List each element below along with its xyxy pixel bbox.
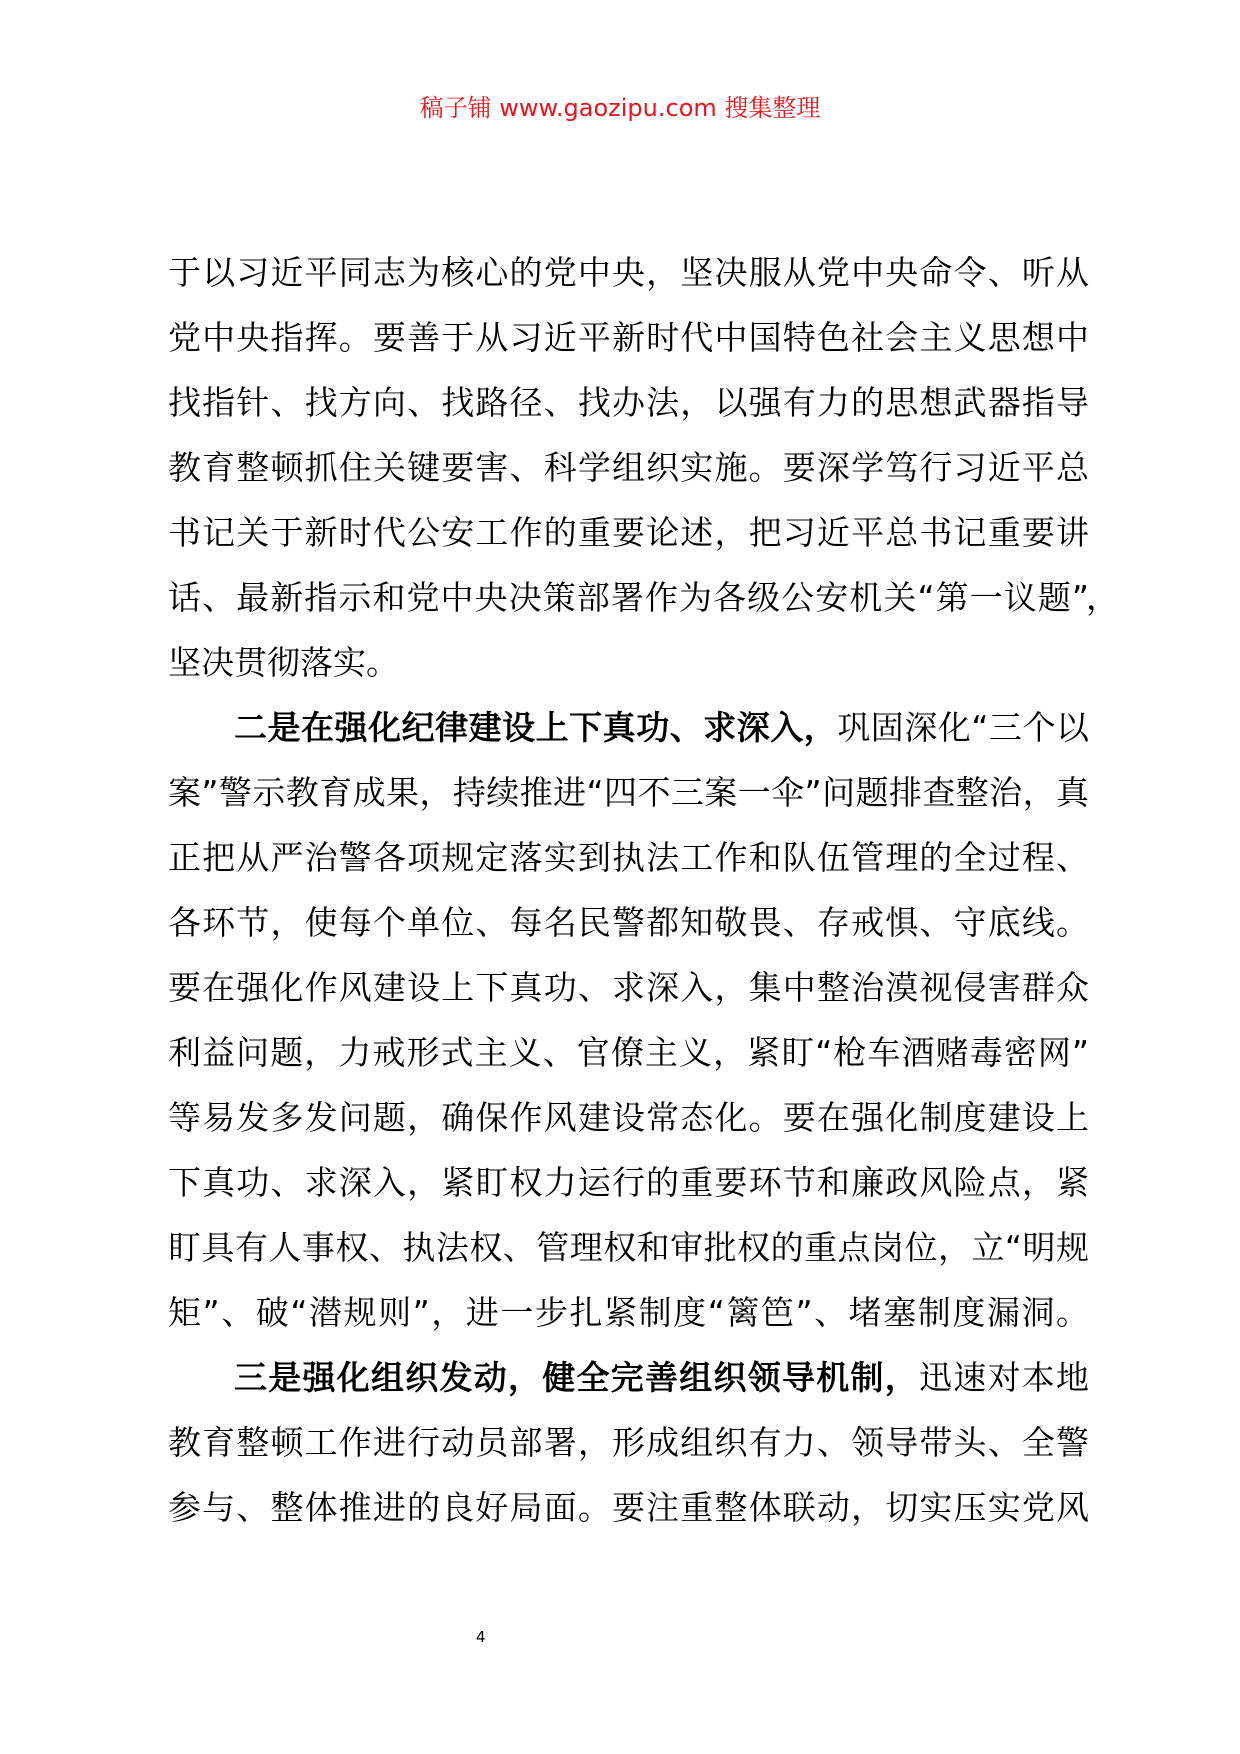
text-line: 教育整顿抓住关键要害、科学组织实施。要深学笃行习近平总 — [168, 448, 1089, 487]
text-line: 话、最新指示和党中央决策部署作为各级公安机关“第一议题” ， — [168, 565, 1089, 630]
bold-heading: 二是在强化纪律建设上下真功、求深入， — [234, 708, 838, 747]
text-line: 矩”、破“潜规则”，进一步扎紧制度“篱笆”、堵塞制度漏洞。 — [168, 1293, 1089, 1332]
text-line: 要在强化作风建设上下真功、求深入，集中整治漠视侵害群众 — [168, 968, 1089, 1007]
text-line: 参与、整体推进的良好局面。要注重整体联动，切实压实党风 — [168, 1488, 1089, 1527]
paragraph-2-first-line: 二是在强化纪律建设上下真功、求深入，巩固深化“三个以 — [234, 708, 1089, 747]
text-line: 利益问题，力戒形式主义、官僚主义，紧盯“枪车酒赌毒密网” — [168, 1033, 1089, 1072]
text-line: 正把从严治警各项规定落实到执法工作和队伍管理的全过程、 — [168, 838, 1089, 877]
text-line: 找指针、找方向、找路径、找办法，以强有力的思想武器指导 — [168, 383, 1089, 422]
paragraph-3-first-line: 三是强化组织发动，健全完善组织领导机制，迅速对本地 — [234, 1358, 1089, 1397]
text-line: 盯具有人事权、执法权、管理权和审批权的重点岗位，立“明规 — [168, 1228, 1089, 1267]
text-line: 书记关于新时代公安工作的重要论述，把习近平总书记重要讲 — [168, 513, 1089, 552]
text-line: 党中央指挥。要善于从习近平新时代中国特色社会主义思想中 — [168, 318, 1089, 357]
text-line: 等易发多发问题，确保作风建设常态化。要在强化制度建设上 — [168, 1098, 1089, 1137]
watermark-header: 稿子铺 www.gaozipu.com 搜集整理 — [419, 94, 821, 122]
bold-heading: 三是强化组织发动，健全完善组织领导机制， — [234, 1358, 919, 1397]
text-line: 坚决贯彻落实。 — [168, 643, 399, 682]
text-line: 各环节，使每个单位、每名民警都知敬畏、存戒惧、守底线。 — [168, 903, 1089, 942]
page-number: 4 — [476, 1628, 486, 1646]
text-line: 于以习近平同志为核心的党中央，坚决服从党中央命令、听从 — [168, 253, 1089, 292]
text-line: 下真功、求深入，紧盯权力运行的重要环节和廉政风险点，紧 — [168, 1163, 1089, 1202]
overflow-comma: ， — [1086, 578, 1119, 617]
text-line: 案”警示教育成果，持续推进“四不三案一伞”问题排查整治，真 — [168, 773, 1089, 812]
text-line: 教育整顿工作进行动员部署，形成组织有力、领导带头、全警 — [168, 1423, 1089, 1462]
document-body — [168, 240, 1119, 1540]
